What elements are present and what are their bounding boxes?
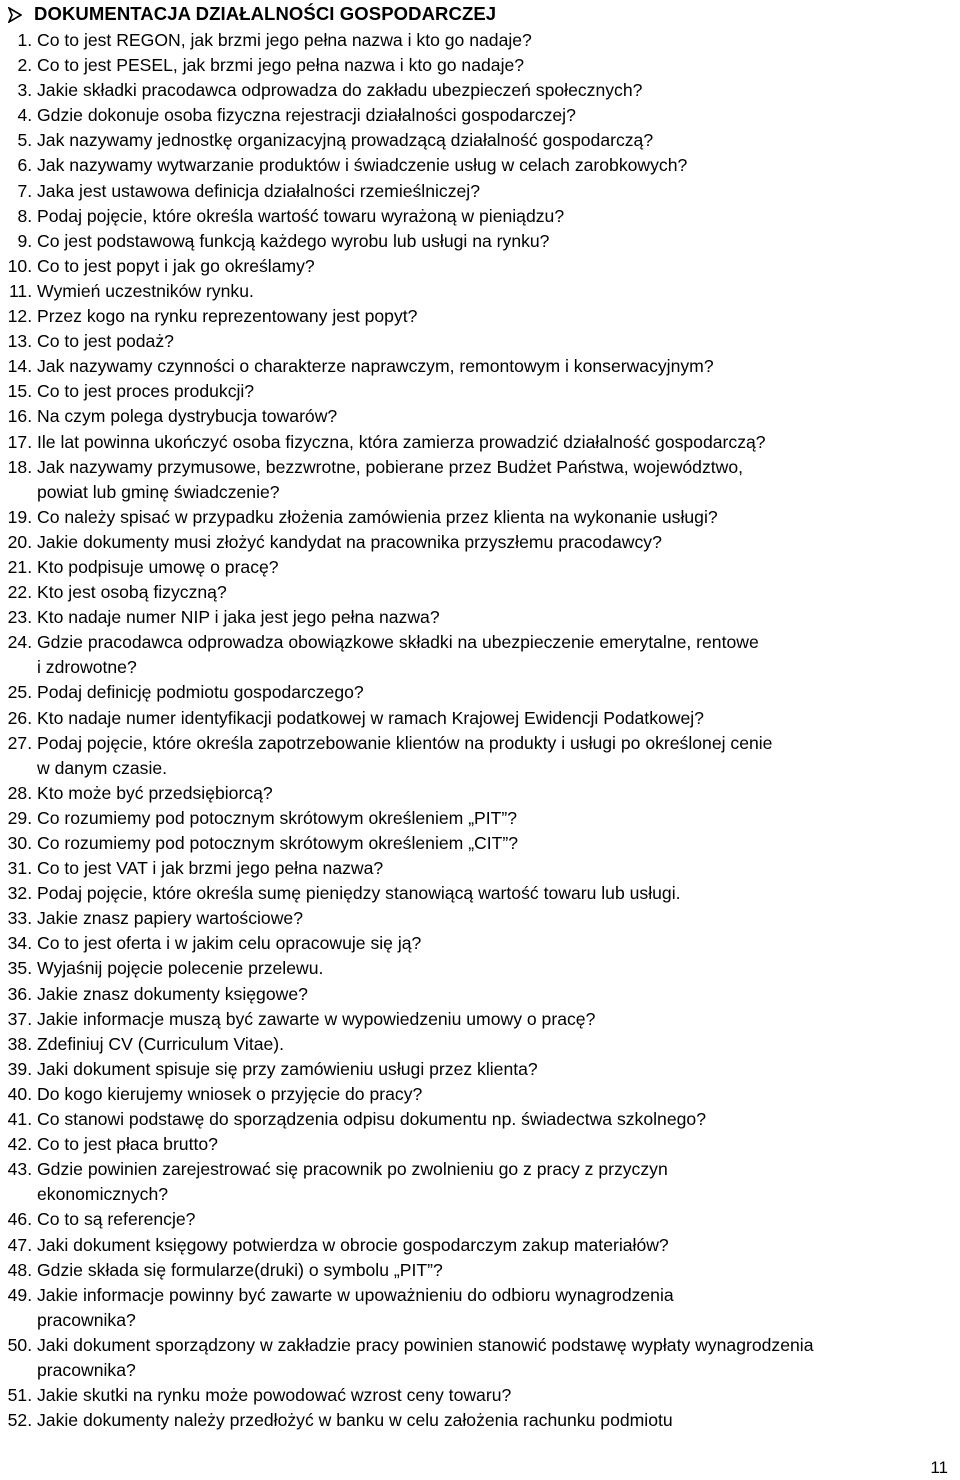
question-item — [0, 28, 960, 53]
question-number: 49. — [7, 1284, 37, 1305]
question-number: 20. — [7, 531, 37, 552]
question-number: 47. — [7, 1234, 37, 1255]
question-number: 2. — [17, 55, 37, 76]
question-text: Gdzie pracodawca odprowadza obowiązkowe składki na ubezpieczenie emerytalne, rentowe i zdrowotne? — [37, 632, 759, 678]
question-item — [0, 430, 960, 455]
arrowhead-bullet-icon — [8, 5, 34, 22]
question-number: 6. — [17, 155, 37, 176]
question-item — [0, 831, 960, 856]
question-item — [0, 1283, 960, 1333]
question-text: Wymień uczestników rynku. — [37, 280, 254, 301]
question-text: Kto podpisuje umowę o pracę? — [37, 556, 279, 577]
question-text: Jaki dokument sporządzony w zakładzie pracy powinien stanowić podstawę wypłaty wynagrodzenia pracownika? — [37, 1334, 814, 1380]
question-text: Jakie składki pracodawca odprowadza do zakładu ubezpieczeń społecznych? — [37, 80, 643, 101]
question-item — [0, 856, 960, 881]
question-text: Co to są referencje? — [37, 1209, 196, 1230]
question-item — [0, 204, 960, 229]
question-item — [0, 1233, 960, 1258]
question-text: Kto nadaje numer identyfikacji podatkowej w ramach Krajowej Ewidencji Podatkowej? — [37, 707, 704, 728]
question-number: 52. — [7, 1410, 37, 1431]
question-text: Jak nazywamy jednostkę organizacyjną prowadzącą działalność gospodarczą? — [37, 130, 654, 151]
page-number: 11 — [930, 1458, 948, 1477]
question-text: Co to jest podaż? — [37, 331, 174, 352]
question-number: 50. — [7, 1334, 37, 1355]
question-item — [0, 1057, 960, 1082]
question-item — [0, 781, 960, 806]
question-text: Jakie skutki na rynku może powodować wzrost ceny towaru? — [37, 1385, 512, 1406]
question-text: Co to jest PESEL, jak brzmi jego pełna nazwa i kto go nadaje? — [37, 55, 525, 76]
question-number: 36. — [7, 983, 37, 1004]
question-text: Jakie informacje muszą być zawarte w wypowiedzeniu umowy o pracę? — [37, 1008, 596, 1029]
question-text: Jaka jest ustawowa definicja działalności rzemieślniczej? — [37, 180, 480, 201]
question-item — [0, 881, 960, 906]
question-number: 12. — [7, 306, 37, 327]
question-item — [0, 404, 960, 429]
question-number: 27. — [7, 732, 37, 753]
question-number: 29. — [7, 807, 37, 828]
question-number: 17. — [7, 431, 37, 452]
question-item — [0, 982, 960, 1007]
question-item — [0, 806, 960, 831]
question-text: Podaj definicję podmiotu gospodarczego? — [37, 682, 364, 703]
question-item — [0, 1132, 960, 1157]
question-number: 33. — [7, 908, 37, 929]
question-text: Co to jest płaca brutto? — [37, 1134, 218, 1155]
question-number: 22. — [7, 582, 37, 603]
question-item — [0, 555, 960, 580]
question-number: 40. — [7, 1083, 37, 1104]
question-item — [0, 1333, 960, 1383]
question-number: 26. — [7, 707, 37, 728]
question-text: Do kogo kierujemy wniosek o przyjęcie do pracy? — [37, 1083, 423, 1104]
question-number: 30. — [7, 833, 37, 853]
question-item — [0, 1032, 960, 1057]
question-item — [0, 956, 960, 981]
question-text: Jak nazywamy czynności o charakterze naprawczym, remontowym i konserwacyjnym? — [37, 356, 714, 377]
question-text: Jak nazywamy przymusowe, bezzwrotne, pobierane przez Budżet Państwa, województwo, powiat lub gminę świadczenie? — [37, 456, 744, 502]
question-number: 31. — [7, 858, 37, 879]
question-text: Gdzie składa się formularze(druki) o symbolu „PIT”? — [37, 1259, 443, 1280]
question-text: Co to jest VAT i jak brzmi jego pełna nazwa? — [37, 858, 384, 879]
question-item — [0, 103, 960, 128]
question-text: Przez kogo na rynku reprezentowany jest popyt? — [37, 306, 418, 327]
question-text: Co to jest REGON, jak brzmi jego pełna nazwa i kto go nadaje? — [37, 30, 532, 50]
question-item — [0, 706, 960, 731]
question-text: Jakie znasz papiery wartościowe? — [37, 908, 303, 929]
question-item — [0, 1383, 960, 1408]
question-text: Ile lat powinna ukończyć osoba fizyczna, która zamierza prowadzić działalność gospodarczą? — [37, 431, 766, 452]
question-item — [0, 1007, 960, 1032]
question-number: 1. — [17, 30, 37, 50]
question-number: 4. — [17, 105, 37, 126]
question-item — [0, 1258, 960, 1283]
question-number: 19. — [7, 506, 37, 527]
question-number: 15. — [7, 381, 37, 402]
question-text: Kto nadaje numer NIP i jaka jest jego pełna nazwa? — [37, 607, 440, 628]
question-item — [0, 605, 960, 630]
question-text: Kto może być przedsiębiorcą? — [37, 782, 273, 803]
question-item — [0, 53, 960, 78]
question-text: Co rozumiemy pod potocznym skrótowym określeniem „PIT”? — [37, 807, 518, 828]
question-number: 14. — [7, 356, 37, 377]
question-item — [0, 354, 960, 379]
question-text: Wyjaśnij pojęcie polecenie przelewu. — [37, 958, 324, 979]
question-number: 48. — [7, 1259, 37, 1280]
question-number: 16. — [7, 406, 37, 427]
question-text: Jakie informacje powinny być zawarte w upoważnieniu do odbioru wynagrodzenia pracownika? — [37, 1284, 674, 1330]
question-text: Podaj pojęcie, które określa sumę pieniędzy stanowiącą wartość towaru lub usługi. — [37, 883, 681, 904]
section-heading — [8, 2, 496, 26]
question-number: 10. — [7, 255, 37, 276]
question-item — [0, 1082, 960, 1107]
question-item — [0, 505, 960, 530]
question-number: 41. — [7, 1109, 37, 1130]
question-text: Zdefiniuj CV (Curriculum Vitae). — [37, 1033, 285, 1054]
question-item — [0, 279, 960, 304]
question-item — [0, 931, 960, 956]
question-number: 13. — [7, 331, 37, 352]
question-number: 34. — [7, 933, 37, 954]
question-text: Co stanowi podstawę do sporządzenia odpisu dokumentu np. świadectwa szkolnego? — [37, 1109, 706, 1130]
question-number: 8. — [17, 205, 37, 226]
question-number: 46. — [7, 1209, 37, 1230]
question-number: 39. — [7, 1058, 37, 1079]
question-item — [0, 229, 960, 254]
question-item — [0, 1107, 960, 1132]
question-text: Podaj pojęcie, które określa zapotrzebowanie klientów na produkty i usługi po określonej cenie w danym czasie. — [37, 732, 773, 778]
question-number: 24. — [7, 632, 37, 653]
question-number: 43. — [7, 1159, 37, 1180]
question-number: 18. — [7, 456, 37, 477]
question-item — [0, 630, 960, 680]
question-text: Gdzie dokonuje osoba fizyczna rejestracji działalności gospodarczej? — [37, 105, 576, 126]
question-list — [0, 28, 960, 1433]
question-text: Jak nazywamy wytwarzanie produktów i świadczenie usług w celach zarobkowych? — [37, 155, 688, 176]
question-number: 51. — [7, 1385, 37, 1406]
question-item — [0, 455, 960, 505]
question-item — [0, 530, 960, 555]
question-text: Jaki dokument spisuje się przy zamówieniu usługi przez klienta? — [37, 1058, 538, 1079]
question-number: 37. — [7, 1008, 37, 1029]
question-number: 3. — [17, 80, 37, 101]
heading-text: DOKUMENTACJA DZIAŁALNOŚCI GOSPODARCZEJ — [34, 3, 497, 24]
question-item — [0, 329, 960, 354]
question-number: 25. — [7, 682, 37, 703]
question-text: Na czym polega dystrybucja towarów? — [37, 406, 338, 427]
question-number: 11. — [8, 280, 37, 301]
question-item — [0, 1408, 960, 1433]
question-text: Co jest podstawową funkcją każdego wyrobu lub usługi na rynku? — [37, 230, 550, 251]
question-number: 38. — [7, 1033, 37, 1054]
question-item — [0, 78, 960, 103]
question-number: 23. — [7, 607, 37, 628]
question-text: Co rozumiemy pod potocznym skrótowym określeniem „CIT”? — [37, 833, 519, 853]
question-number: 28. — [7, 782, 37, 803]
question-item — [0, 128, 960, 153]
question-text: Jakie znasz dokumenty księgowe? — [37, 983, 308, 1004]
question-text: Co to jest oferta i w jakim celu opracowuje się ją? — [37, 933, 422, 954]
question-item — [0, 153, 960, 178]
question-text: Gdzie powinien zarejestrować się pracownik po zwolnieniu go z pracy z przyczyn ekonomicznych? — [37, 1159, 668, 1205]
question-text: Co to jest proces produkcji? — [37, 381, 255, 402]
question-number: 7. — [17, 180, 37, 201]
question-number: 32. — [7, 883, 37, 904]
question-item — [0, 731, 960, 781]
question-number: 9. — [17, 230, 37, 251]
question-text: Kto jest osobą fizyczną? — [37, 582, 227, 603]
question-item — [0, 304, 960, 329]
question-text: Co to jest popyt i jak go określamy? — [37, 255, 315, 276]
question-item — [0, 1207, 960, 1232]
question-item — [0, 680, 960, 705]
question-number: 42. — [7, 1134, 37, 1155]
question-item — [0, 179, 960, 204]
question-item — [0, 580, 960, 605]
question-item — [0, 379, 960, 404]
question-number: 5. — [17, 130, 37, 151]
question-text: Jaki dokument księgowy potwierdza w obrocie gospodarczym zakup materiałów? — [37, 1234, 669, 1255]
question-text: Co należy spisać w przypadku złożenia zamówienia przez klienta na wykonanie usługi? — [37, 506, 718, 527]
question-item — [0, 906, 960, 931]
question-item — [0, 1157, 960, 1207]
question-text: Jakie dokumenty musi złożyć kandydat na pracownika przyszłemu pracodawcy? — [37, 531, 662, 552]
question-number: 35. — [7, 958, 37, 979]
question-number: 21. — [7, 556, 37, 577]
question-item — [0, 254, 960, 279]
question-text: Jakie dokumenty należy przedłożyć w banku w celu założenia rachunku podmiotu — [37, 1410, 673, 1431]
question-text: Podaj pojęcie, które określa wartość towaru wyrażoną w pieniądzu? — [37, 205, 565, 226]
